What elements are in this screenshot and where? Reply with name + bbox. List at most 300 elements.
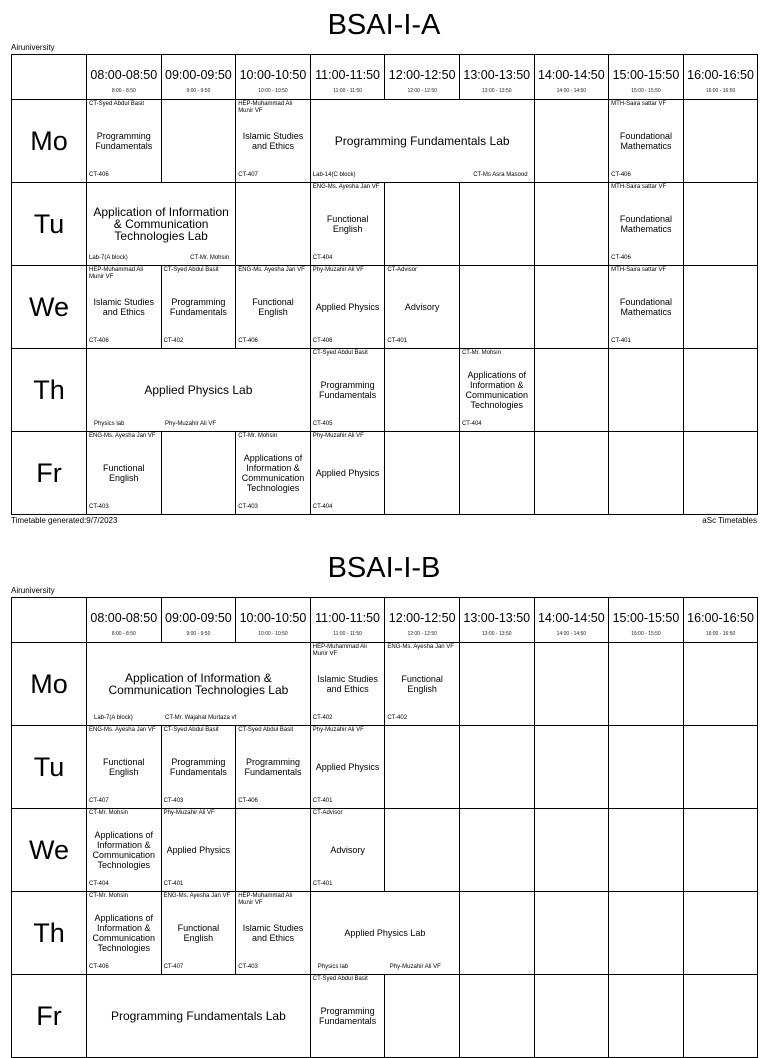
class-cell (87, 726, 162, 809)
time-slot-header (683, 55, 758, 100)
subject-name: Advisory (330, 845, 365, 855)
empty-slot (385, 183, 460, 266)
time-slot-header (236, 598, 311, 643)
generated-date: Timetable generated:9/7/2023 (11, 516, 118, 525)
day-row (12, 183, 758, 266)
corner-cell (12, 55, 87, 100)
room-label: CT-403 (238, 504, 258, 510)
day-row (12, 892, 758, 975)
teacher-name: ENG-Ms. Ayesha Jan VF (89, 727, 156, 733)
empty-slot (609, 809, 684, 892)
subject-name: Islamic Studies and Ethics (317, 674, 378, 694)
subject-name: Foundational Mathematics (619, 214, 672, 234)
class-cell-content (311, 349, 385, 431)
corner-cell (12, 598, 87, 643)
time-slot-label: 09:00-09:50 (165, 68, 232, 82)
subject-name: Functional English (177, 923, 220, 943)
school-name: Airuniversity (11, 586, 55, 595)
class-cell-content (87, 349, 310, 431)
room-label: CT-403 (238, 964, 258, 970)
time-slot-label: 15:00-15:50 (612, 611, 680, 625)
time-slot-sublabel: 11:00 - 11:50 (333, 88, 362, 94)
day-label: Th (12, 892, 87, 975)
teacher-name: CT-Syed Abdul Basit (89, 101, 145, 107)
time-slot-header (683, 598, 758, 643)
class-cell-content (162, 892, 236, 974)
time-slot-label: 16:00-16:50 (687, 611, 754, 625)
day-label: Mo (12, 643, 87, 726)
teacher-name: HEP-Muhammad Ali Munir VF (238, 893, 293, 906)
time-slot-label: 08:00-08:50 (90, 611, 158, 625)
class-cell (87, 349, 311, 432)
class-cell (385, 643, 460, 726)
class-cell-content (385, 643, 459, 725)
class-cell-content (311, 643, 385, 725)
time-slot-sublabel: 10:00 - 10:50 (258, 88, 288, 94)
empty-slot (534, 809, 609, 892)
day-row (12, 100, 758, 183)
teacher-name: CT-Mr. Mohsin (461, 350, 501, 356)
empty-slot (609, 643, 684, 726)
room-label: CT-406 (89, 338, 109, 344)
room-label: CT-403 (163, 798, 184, 804)
class-cell-content (311, 809, 385, 891)
empty-slot (385, 726, 460, 809)
day-row (12, 643, 758, 726)
subject-name: Applications of Information & Communication Technologies (465, 370, 529, 410)
day-row (12, 349, 758, 432)
day-row (12, 975, 758, 1058)
empty-slot (385, 432, 460, 515)
room-label: Physics lab (317, 964, 349, 970)
time-slot-sublabel: 16:00 - 16:50 (705, 88, 736, 94)
day-row (12, 266, 758, 349)
class-cell (385, 266, 460, 349)
empty-slot (161, 432, 236, 515)
class-cell (236, 726, 311, 809)
empty-slot (534, 183, 609, 266)
teacher-name: CT-Advisor (312, 810, 343, 816)
time-slot-label: 11:00-11:50 (315, 68, 381, 82)
class-cell (87, 432, 162, 515)
teacher-name: CT-Syed Abdul Basit (312, 350, 368, 356)
room-label: CT-401 (387, 338, 408, 344)
room-label: CT-407 (238, 172, 258, 178)
room-label: CT-402 (163, 338, 184, 344)
class-cell-content (87, 432, 161, 514)
empty-slot (236, 809, 311, 892)
class-cell-content (236, 892, 310, 974)
teacher-name: CT-Syed Abdul Basit (312, 976, 368, 982)
room-label: CT-406 (89, 172, 109, 178)
teacher-name: CT-Mr. Mohsin (89, 810, 129, 816)
room-label: Lab-7(A block) (94, 715, 133, 721)
class-cell (236, 266, 311, 349)
teacher-name: Phy-Muzahir Ali VF (165, 421, 217, 427)
time-slot-sublabel: 14:00 - 14:50 (556, 88, 587, 94)
teacher-name: CT-Mr. Mohsin (89, 893, 129, 899)
empty-slot (459, 643, 534, 726)
time-slot-sublabel: 12:00 - 12:50 (407, 631, 437, 637)
time-slot-sublabel: 16:00 - 16:50 (705, 631, 736, 637)
empty-slot (683, 643, 758, 726)
empty-slot (459, 726, 534, 809)
subject-name: Programming Fundamentals (319, 380, 377, 400)
class-cell-content (162, 809, 236, 891)
class-cell (236, 432, 311, 515)
room-label: CT-406 (238, 798, 258, 804)
class-cell (161, 892, 236, 975)
subject-name: Programming Fundamentals Lab (111, 1009, 286, 1023)
empty-slot (385, 809, 460, 892)
room-label: CT-404 (312, 504, 333, 510)
class-cell (310, 892, 459, 975)
day-label: Mo (12, 100, 87, 183)
class-cell-content (385, 266, 459, 348)
time-slot-label: 14:00-14:50 (537, 68, 605, 82)
time-slot-sublabel: 13:00 - 13:50 (482, 631, 512, 637)
empty-slot (683, 183, 758, 266)
time-slot-header (609, 55, 684, 100)
class-cell (87, 266, 162, 349)
subject-name: Applied Physics Lab (144, 383, 253, 397)
room-label: CT-402 (387, 715, 408, 721)
class-cell-content (311, 975, 385, 1057)
room-label: CT-403 (89, 504, 109, 510)
subject-name: Applications of Information & Communication Technologies (241, 453, 305, 493)
class-cell-content (236, 100, 310, 182)
class-cell-content (162, 266, 236, 348)
time-slot-sublabel: 12:00 - 12:50 (407, 88, 437, 94)
room-label: CT-407 (163, 964, 184, 970)
class-cell-content (609, 183, 683, 265)
subject-name: Foundational Mathematics (619, 297, 672, 317)
class-cell-content (311, 726, 385, 808)
subject-name: Programming Fundamentals (169, 757, 227, 777)
class-cell (161, 266, 236, 349)
time-slot-label: 14:00-14:50 (537, 611, 605, 625)
room-label: CT-401 (163, 881, 184, 887)
room-label: CT-405 (312, 421, 333, 427)
time-slot-sublabel: 8:00 - 8:50 (111, 631, 136, 637)
time-slot-label: 12:00-12:50 (388, 68, 456, 82)
class-cell (310, 432, 385, 515)
time-slot-label: 08:00-08:50 (90, 68, 158, 82)
subject-name: Programming Fundamentals (319, 1006, 377, 1026)
time-slot-label: 16:00-16:50 (687, 68, 754, 82)
class-cell (87, 892, 162, 975)
time-slot-header (609, 598, 684, 643)
teacher-name: CT-Mr. Wajahat Murtaza vf (165, 715, 237, 721)
subject-name: Applied Physics (166, 845, 231, 855)
class-cell-content (609, 266, 683, 348)
class-cell (609, 100, 684, 183)
time-slot-header (385, 598, 460, 643)
class-cell-content (609, 100, 683, 182)
class-cell (609, 266, 684, 349)
empty-slot (161, 100, 236, 183)
teacher-name: HEP-Muhammad Ali Munir VF (89, 267, 144, 280)
header-row (12, 55, 758, 100)
class-cell-content (87, 892, 161, 974)
day-label: Th (12, 349, 87, 432)
empty-slot (459, 432, 534, 515)
class-cell (87, 809, 162, 892)
empty-slot (609, 432, 684, 515)
empty-slot (609, 349, 684, 432)
empty-slot (683, 892, 758, 975)
class-cell-content (162, 726, 236, 808)
class-cell (459, 349, 534, 432)
empty-slot (534, 643, 609, 726)
class-cell-content (87, 726, 161, 808)
time-slot-header (310, 55, 385, 100)
time-slot-sublabel: 8:00 - 8:50 (111, 88, 136, 94)
day-label: We (12, 809, 87, 892)
time-slot-sublabel: 15:00 - 15:50 (631, 88, 661, 94)
subject-name: Functional English (401, 674, 443, 694)
empty-slot (534, 892, 609, 975)
room-label: CT-401 (312, 798, 333, 804)
generator-credit: aSc Timetables (702, 516, 757, 525)
time-slot-sublabel: 14:00 - 14:50 (556, 631, 587, 637)
empty-slot (683, 100, 758, 183)
empty-slot (683, 726, 758, 809)
teacher-name: Phy-Muzahir Ali VF (312, 267, 364, 273)
time-slot-header (459, 598, 534, 643)
time-slot-label: 11:00-11:50 (315, 611, 381, 625)
subject-name: Programming Fundamentals (244, 757, 302, 777)
teacher-name: ENG-Ms. Ayesha Jan VF (238, 267, 305, 273)
class-cell (310, 643, 385, 726)
teacher-name: MTH-Saira sattar VF (611, 267, 667, 273)
teacher-name: ENG-Ms. Ayesha Jan VF (387, 644, 454, 650)
room-label: CT-407 (89, 798, 109, 804)
class-cell (310, 349, 385, 432)
day-label: We (12, 266, 87, 349)
timetable-grid (11, 597, 758, 1058)
class-cell (310, 100, 534, 183)
empty-slot (236, 183, 311, 266)
subject-name: Applied Physics (315, 468, 380, 478)
time-slot-header (310, 598, 385, 643)
empty-slot (534, 975, 609, 1058)
time-slot-sublabel: 10:00 - 10:50 (258, 631, 288, 637)
empty-slot (609, 726, 684, 809)
teacher-name: CT-Ms Asra Masood (473, 172, 528, 178)
class-cell-content (87, 266, 161, 348)
subject-name: Applications of Information & Communication Technologies (92, 830, 156, 870)
empty-slot (385, 975, 460, 1058)
subject-name: Programming Fundamentals Lab (334, 134, 510, 148)
empty-slot (534, 432, 609, 515)
time-slot-header (161, 598, 236, 643)
empty-slot (459, 266, 534, 349)
teacher-name: Phy-Muzahir Ali VF (163, 810, 215, 816)
teacher-name: CT-Syed Abdul Basit (238, 727, 294, 733)
room-label: CT-406 (312, 338, 333, 344)
time-slot-header (385, 55, 460, 100)
room-label: CT-404 (89, 881, 109, 887)
room-label: CT-404 (312, 255, 333, 261)
class-cell-content (87, 100, 161, 182)
empty-slot (534, 726, 609, 809)
empty-slot (534, 266, 609, 349)
class-cell (161, 809, 236, 892)
empty-slot (534, 100, 609, 183)
teacher-name: Phy-Muzahir Ali VF (312, 433, 364, 439)
time-slot-label: 12:00-12:50 (388, 611, 456, 625)
class-cell-content (87, 809, 161, 891)
class-cell (310, 726, 385, 809)
subject-name: Functional English (103, 757, 145, 777)
time-slot-header (87, 598, 162, 643)
subject-name: Foundational Mathematics (619, 131, 672, 151)
subject-name: Applied Physics Lab (344, 928, 426, 938)
class-cell (609, 183, 684, 266)
class-cell-content (460, 349, 534, 431)
class-cell (310, 809, 385, 892)
class-cell (310, 183, 385, 266)
teacher-name: Phy-Muzahir Ali VF (389, 964, 441, 970)
class-cell-content (236, 432, 310, 514)
time-slot-label: 10:00-10:50 (239, 68, 307, 82)
room-label: CT-406 (89, 964, 109, 970)
teacher-name: HEP-Muhammad Ali Munir VF (238, 101, 293, 114)
subject-name: Functional English (252, 297, 294, 317)
empty-slot (385, 349, 460, 432)
teacher-name: Phy-Muzahir Ali VF (312, 727, 364, 733)
subject-name: Islamic Studies and Ethics (242, 923, 304, 943)
time-slot-sublabel: 11:00 - 11:50 (333, 631, 362, 637)
subject-name: Application of Information & Communication Technologies Lab (93, 205, 229, 243)
teacher-name: CT-Advisor (387, 267, 418, 273)
empty-slot (534, 349, 609, 432)
room-label: Physics lab (94, 421, 125, 427)
empty-slot (459, 892, 534, 975)
class-cell (87, 100, 162, 183)
room-label: CT-401 (611, 338, 631, 344)
timetable-title: BSAI-I-A (327, 9, 441, 41)
time-slot-header (87, 55, 162, 100)
timetable-grid (11, 54, 758, 515)
time-slot-label: 13:00-13:50 (463, 68, 531, 82)
subject-name: Functional English (103, 463, 145, 483)
teacher-name: ENG-Ms. Ayesha Jan VF (163, 893, 231, 899)
school-name: Airuniversity (11, 43, 55, 52)
class-cell (310, 266, 385, 349)
subject-name: Islamic Studies and Ethics (93, 297, 155, 317)
subject-name: Applied Physics (315, 302, 380, 312)
empty-slot (459, 183, 534, 266)
class-cell (87, 643, 311, 726)
teacher-name: HEP-Muhammad Ali Munir VF (312, 644, 367, 657)
time-slot-sublabel: 9:00 - 9:50 (186, 631, 211, 637)
empty-slot (459, 975, 534, 1058)
empty-slot (683, 432, 758, 515)
class-cell (236, 892, 311, 975)
teacher-name: CT-Mr. Mohsin (238, 433, 278, 439)
class-cell (310, 975, 385, 1058)
teacher-name: ENG-Ms. Ayesha Jan VF (312, 184, 380, 190)
class-cell (236, 100, 311, 183)
subject-name: Islamic Studies and Ethics (242, 131, 304, 151)
subject-name: Applications of Information & Communication Technologies (92, 913, 156, 953)
empty-slot (683, 349, 758, 432)
day-label: Fr (12, 432, 87, 515)
time-slot-label: 13:00-13:50 (463, 611, 531, 625)
empty-slot (459, 809, 534, 892)
class-cell-content (87, 183, 235, 265)
room-label: CT-406 (611, 172, 631, 178)
class-cell (87, 975, 311, 1058)
empty-slot (609, 892, 684, 975)
room-label: Lab-7(A block) (89, 255, 128, 261)
time-slot-label: 10:00-10:50 (239, 611, 307, 625)
teacher-name: ENG-Ms. Ayesha Jan VF (89, 433, 156, 439)
day-row (12, 432, 758, 515)
class-cell-content (311, 266, 385, 348)
day-row (12, 809, 758, 892)
class-cell-content (87, 643, 310, 725)
teacher-name: CT-Mr. Mohsin (190, 255, 230, 261)
empty-slot (683, 809, 758, 892)
time-slot-header (459, 55, 534, 100)
day-row (12, 726, 758, 809)
empty-slot (609, 975, 684, 1058)
timetable-title: BSAI-I-B (327, 552, 441, 584)
teacher-name: MTH-Saira sattar VF (611, 184, 667, 190)
subject-name: Advisory (404, 302, 440, 312)
class-cell-content (311, 183, 385, 265)
header-row (12, 598, 758, 643)
class-cell-content (236, 266, 310, 348)
class-cell (87, 183, 236, 266)
time-slot-header (534, 55, 609, 100)
time-slot-sublabel: 13:00 - 13:50 (482, 88, 512, 94)
day-label: Tu (12, 183, 87, 266)
subject-name: Applied Physics (315, 762, 380, 772)
class-cell-content (311, 432, 385, 514)
day-label: Tu (12, 726, 87, 809)
room-label: Lab-14(C block) (312, 172, 356, 178)
class-cell-content (236, 726, 310, 808)
class-cell (161, 726, 236, 809)
time-slot-label: 15:00-15:50 (612, 68, 680, 82)
time-slot-header (534, 598, 609, 643)
room-label: CT-406 (238, 338, 258, 344)
teacher-name: MTH-Saira sattar VF (611, 101, 667, 107)
room-label: CT-404 (461, 421, 482, 427)
room-label: CT-402 (312, 715, 333, 721)
teacher-name: CT-Syed Abdul Basit (163, 267, 219, 273)
time-slot-sublabel: 15:00 - 15:50 (631, 631, 661, 637)
time-slot-label: 09:00-09:50 (165, 611, 232, 625)
day-label: Fr (12, 975, 87, 1058)
time-slot-sublabel: 9:00 - 9:50 (186, 88, 211, 94)
subject-name: Programming Fundamentals (95, 131, 153, 151)
subject-name: Functional English (326, 214, 369, 234)
room-label: CT-406 (611, 255, 631, 261)
class-cell-content (311, 892, 459, 974)
class-cell-content (311, 100, 534, 182)
empty-slot (683, 975, 758, 1058)
subject-name: Programming Fundamentals (169, 297, 227, 317)
time-slot-header (236, 55, 311, 100)
time-slot-header (161, 55, 236, 100)
empty-slot (683, 266, 758, 349)
teacher-name: CT-Syed Abdul Basit (163, 727, 219, 733)
